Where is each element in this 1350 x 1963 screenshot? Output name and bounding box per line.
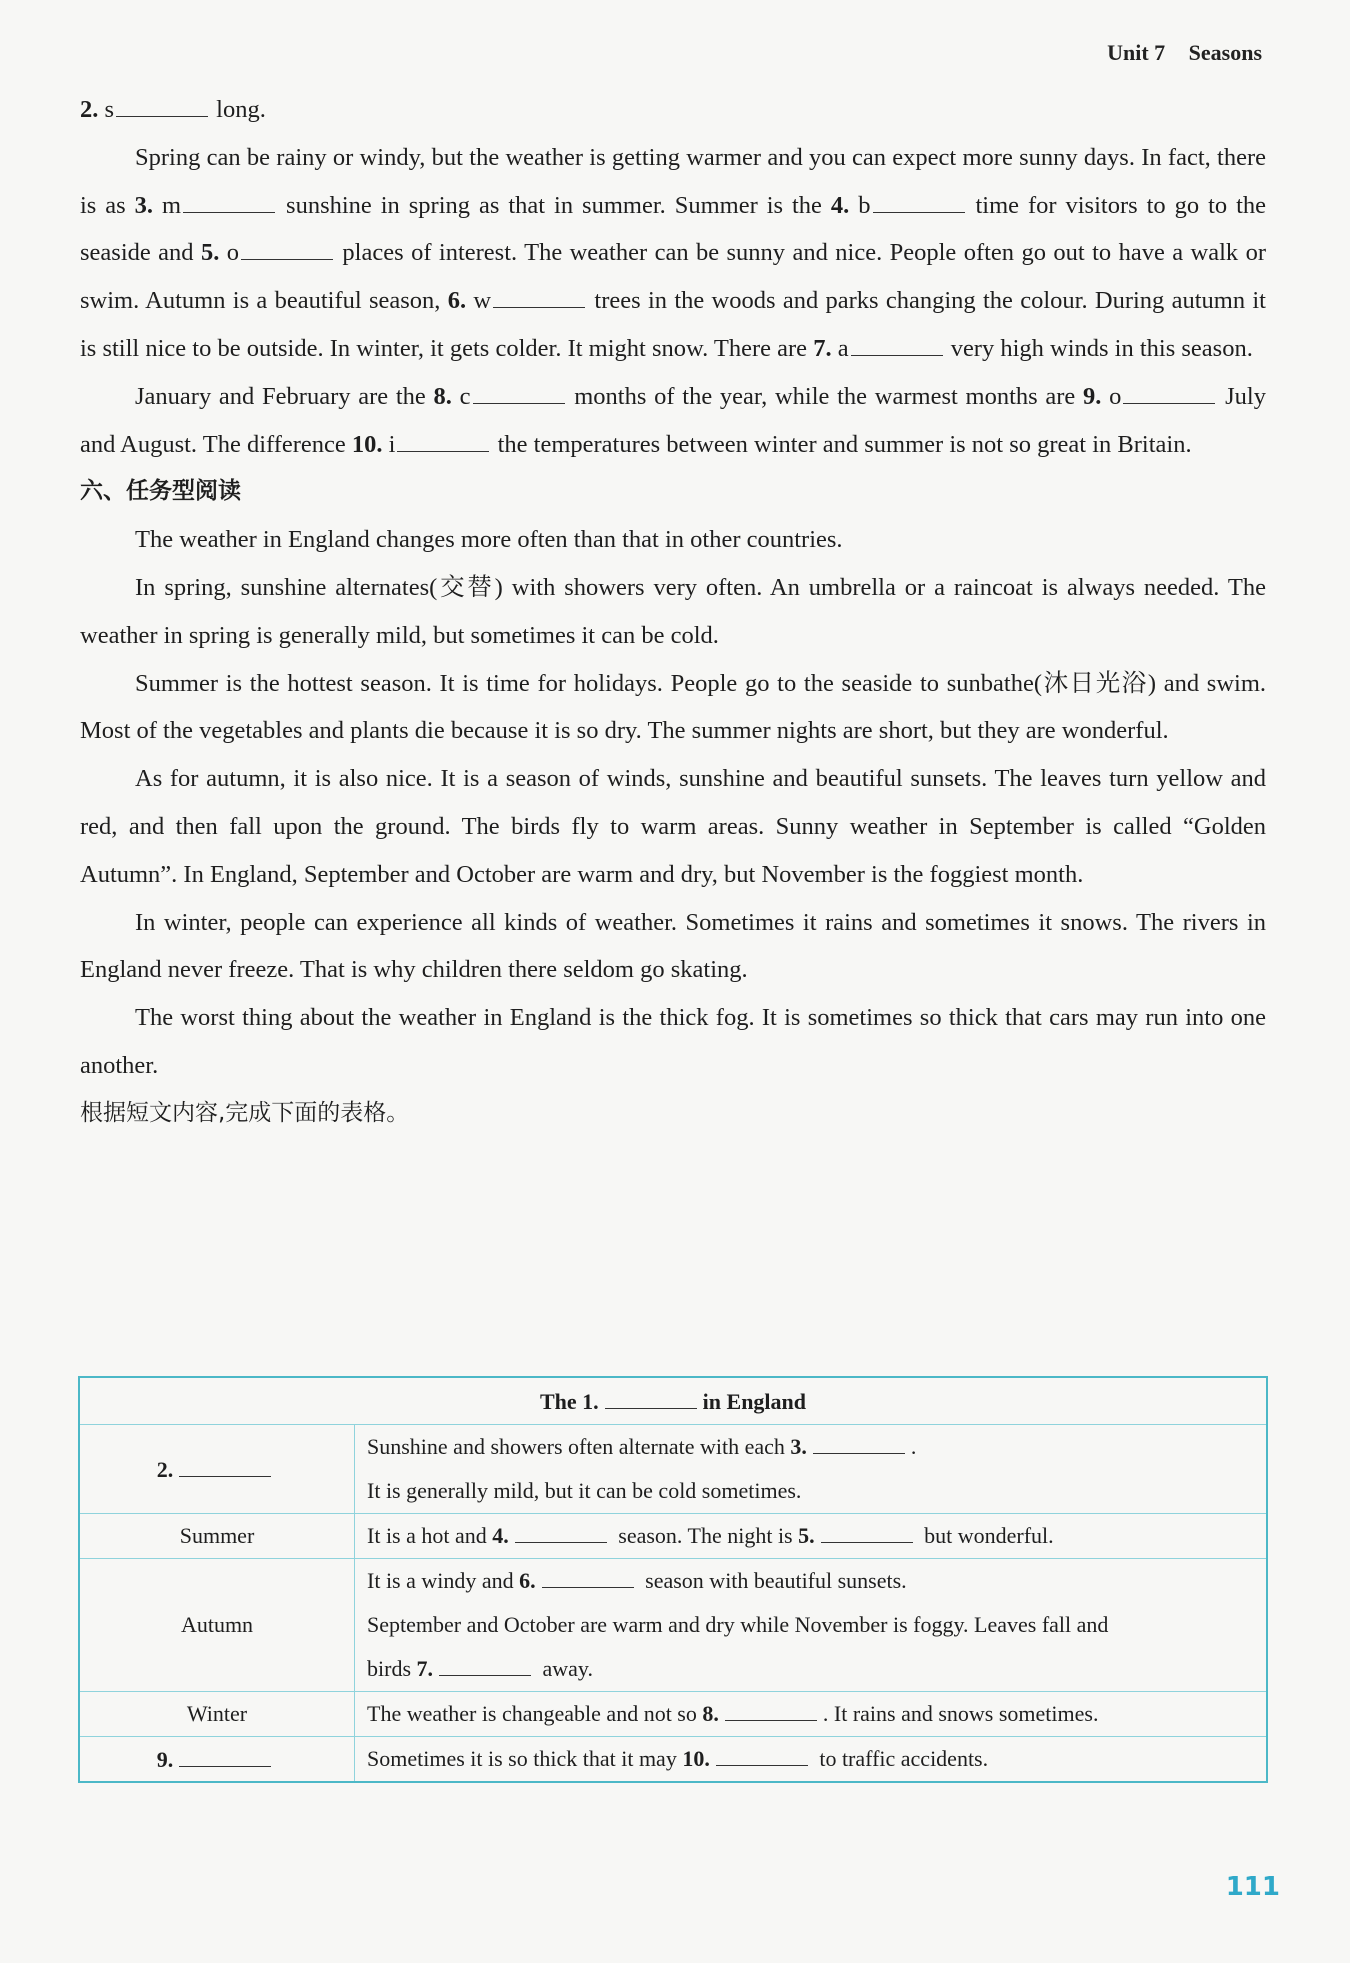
unit-label: Unit 7 [1107,40,1166,65]
table-row [79,1559,1267,1692]
description-cell: Sometimes it is so thick that it may 10. to traffic accidents. [355,1737,1268,1783]
table-row [79,1692,1267,1737]
reading-paragraph: As for autumn, it is also nice. It is a season of winds, sunshine and beautiful sunsets. The leaves turn yellow and red, and then fall upon the ground. The birds fly to warm areas. Sunny weather in September is called “Golden Autumn”. In England, September and October are warm and dry, but November is the foggiest month. [80,765,1266,888]
season-cell: 9. [79,1737,355,1783]
passage-paragraph: Spring can be rainy or windy, but the weather is getting warmer and you can expect more sunny days. In fact, there is as 3. m sunshine in spring as that in summer. Summer is the 4. b time for visitors to go to the seaside and 5. o places of interest. The weather can be sunny and nice. People often go out to have a walk or swim. Autumn is a beautiful season, 6. w trees in the woods and parks changing the colour. During autumn it is still nice to be outside. In winter, it gets colder. It might snow. There are 7. a very high winds in this season. [80,143,1267,362]
description-cell: It is a windy and 6. season with beautiful sunsets. September and October are warm and dry while November is foggy. Leaves fall and birds 7. away. [355,1559,1268,1692]
answer-blank[interactable] [821,1522,913,1543]
description-cell: Sunshine and showers often alternate with each 3. . It is generally mild, but it can be cold sometimes. [355,1425,1268,1514]
reading-paragraph: Summer is the hottest season. It is time for holidays. People go to the seaside to sunbathe(沐日光浴) and swim. Most of the vegetables and plants die because it is so dry. The summer nights are short, but they are wonderful. [80,669,1266,745]
answer-blank[interactable] [1123,381,1215,404]
table-title: The 1. in England [79,1377,1267,1425]
answer-blank[interactable] [716,1745,808,1766]
answer-blank[interactable] [542,1567,634,1588]
table-row [79,1425,1267,1514]
answer-blank[interactable] [851,333,943,356]
answer-blank[interactable] [605,1388,697,1409]
answer-table [78,1376,1268,1783]
reading-paragraph: In spring, sunshine alternates(交替) with showers very often. An umbrella or a raincoat is always needed. The weather in spring is generally mild, but sometimes it can be cold. [80,573,1266,649]
answer-blank[interactable] [873,190,965,213]
page-number: 111 [1225,1872,1280,1902]
table-header-row [79,1377,1267,1425]
season-cell: Summer [79,1514,355,1559]
answer-blank[interactable] [179,1746,271,1767]
answer-blank[interactable] [439,1655,531,1676]
answer-blank[interactable] [179,1456,271,1477]
answer-blank[interactable] [473,381,565,404]
answer-blank[interactable] [183,190,275,213]
answer-blank[interactable] [725,1700,817,1721]
reading-paragraph: The weather in England changes more often than that in other countries. [135,526,843,554]
main-content [80,86,1266,1138]
passage-paragraph: January and February are the 8. c months of the year, while the warmest months are 9. o July and August. The difference 10. i the temperatures between winter and summer is not so great in Britain. [80,382,1266,458]
page-header [1107,40,1262,66]
season-cell: 2. [79,1425,355,1514]
description-cell: It is a hot and 4. season. The night is 5. but wonderful. [355,1514,1268,1559]
answer-blank[interactable] [813,1433,905,1454]
section-title: 六、任务型阅读 [80,478,241,505]
answer-blank[interactable] [515,1522,607,1543]
table-row [79,1514,1267,1559]
table-row [79,1737,1267,1783]
answer-blank[interactable] [241,237,333,260]
reading-paragraph: The worst thing about the weather in England is the thick fog. It is sometimes so thick that cars may run into one another. [80,1004,1266,1079]
answer-blank[interactable] [397,429,489,452]
season-cell: Autumn [79,1559,355,1692]
instruction: 根据短文内容,完成下面的表格。 [80,1099,410,1126]
season-cell: Winter [79,1692,355,1737]
answer-blank[interactable] [116,94,208,117]
unit-title: Seasons [1188,40,1262,65]
reading-paragraph: In winter, people can experience all kinds of weather. Sometimes it rains and sometimes it snows. The rivers in England never freeze. That is why children there seldom go skating. [80,908,1266,984]
description-cell: The weather is changeable and not so 8. . It rains and snows sometimes. [355,1692,1268,1737]
answer-blank[interactable] [493,285,585,308]
question-line-2: 2. s long. [80,96,266,123]
